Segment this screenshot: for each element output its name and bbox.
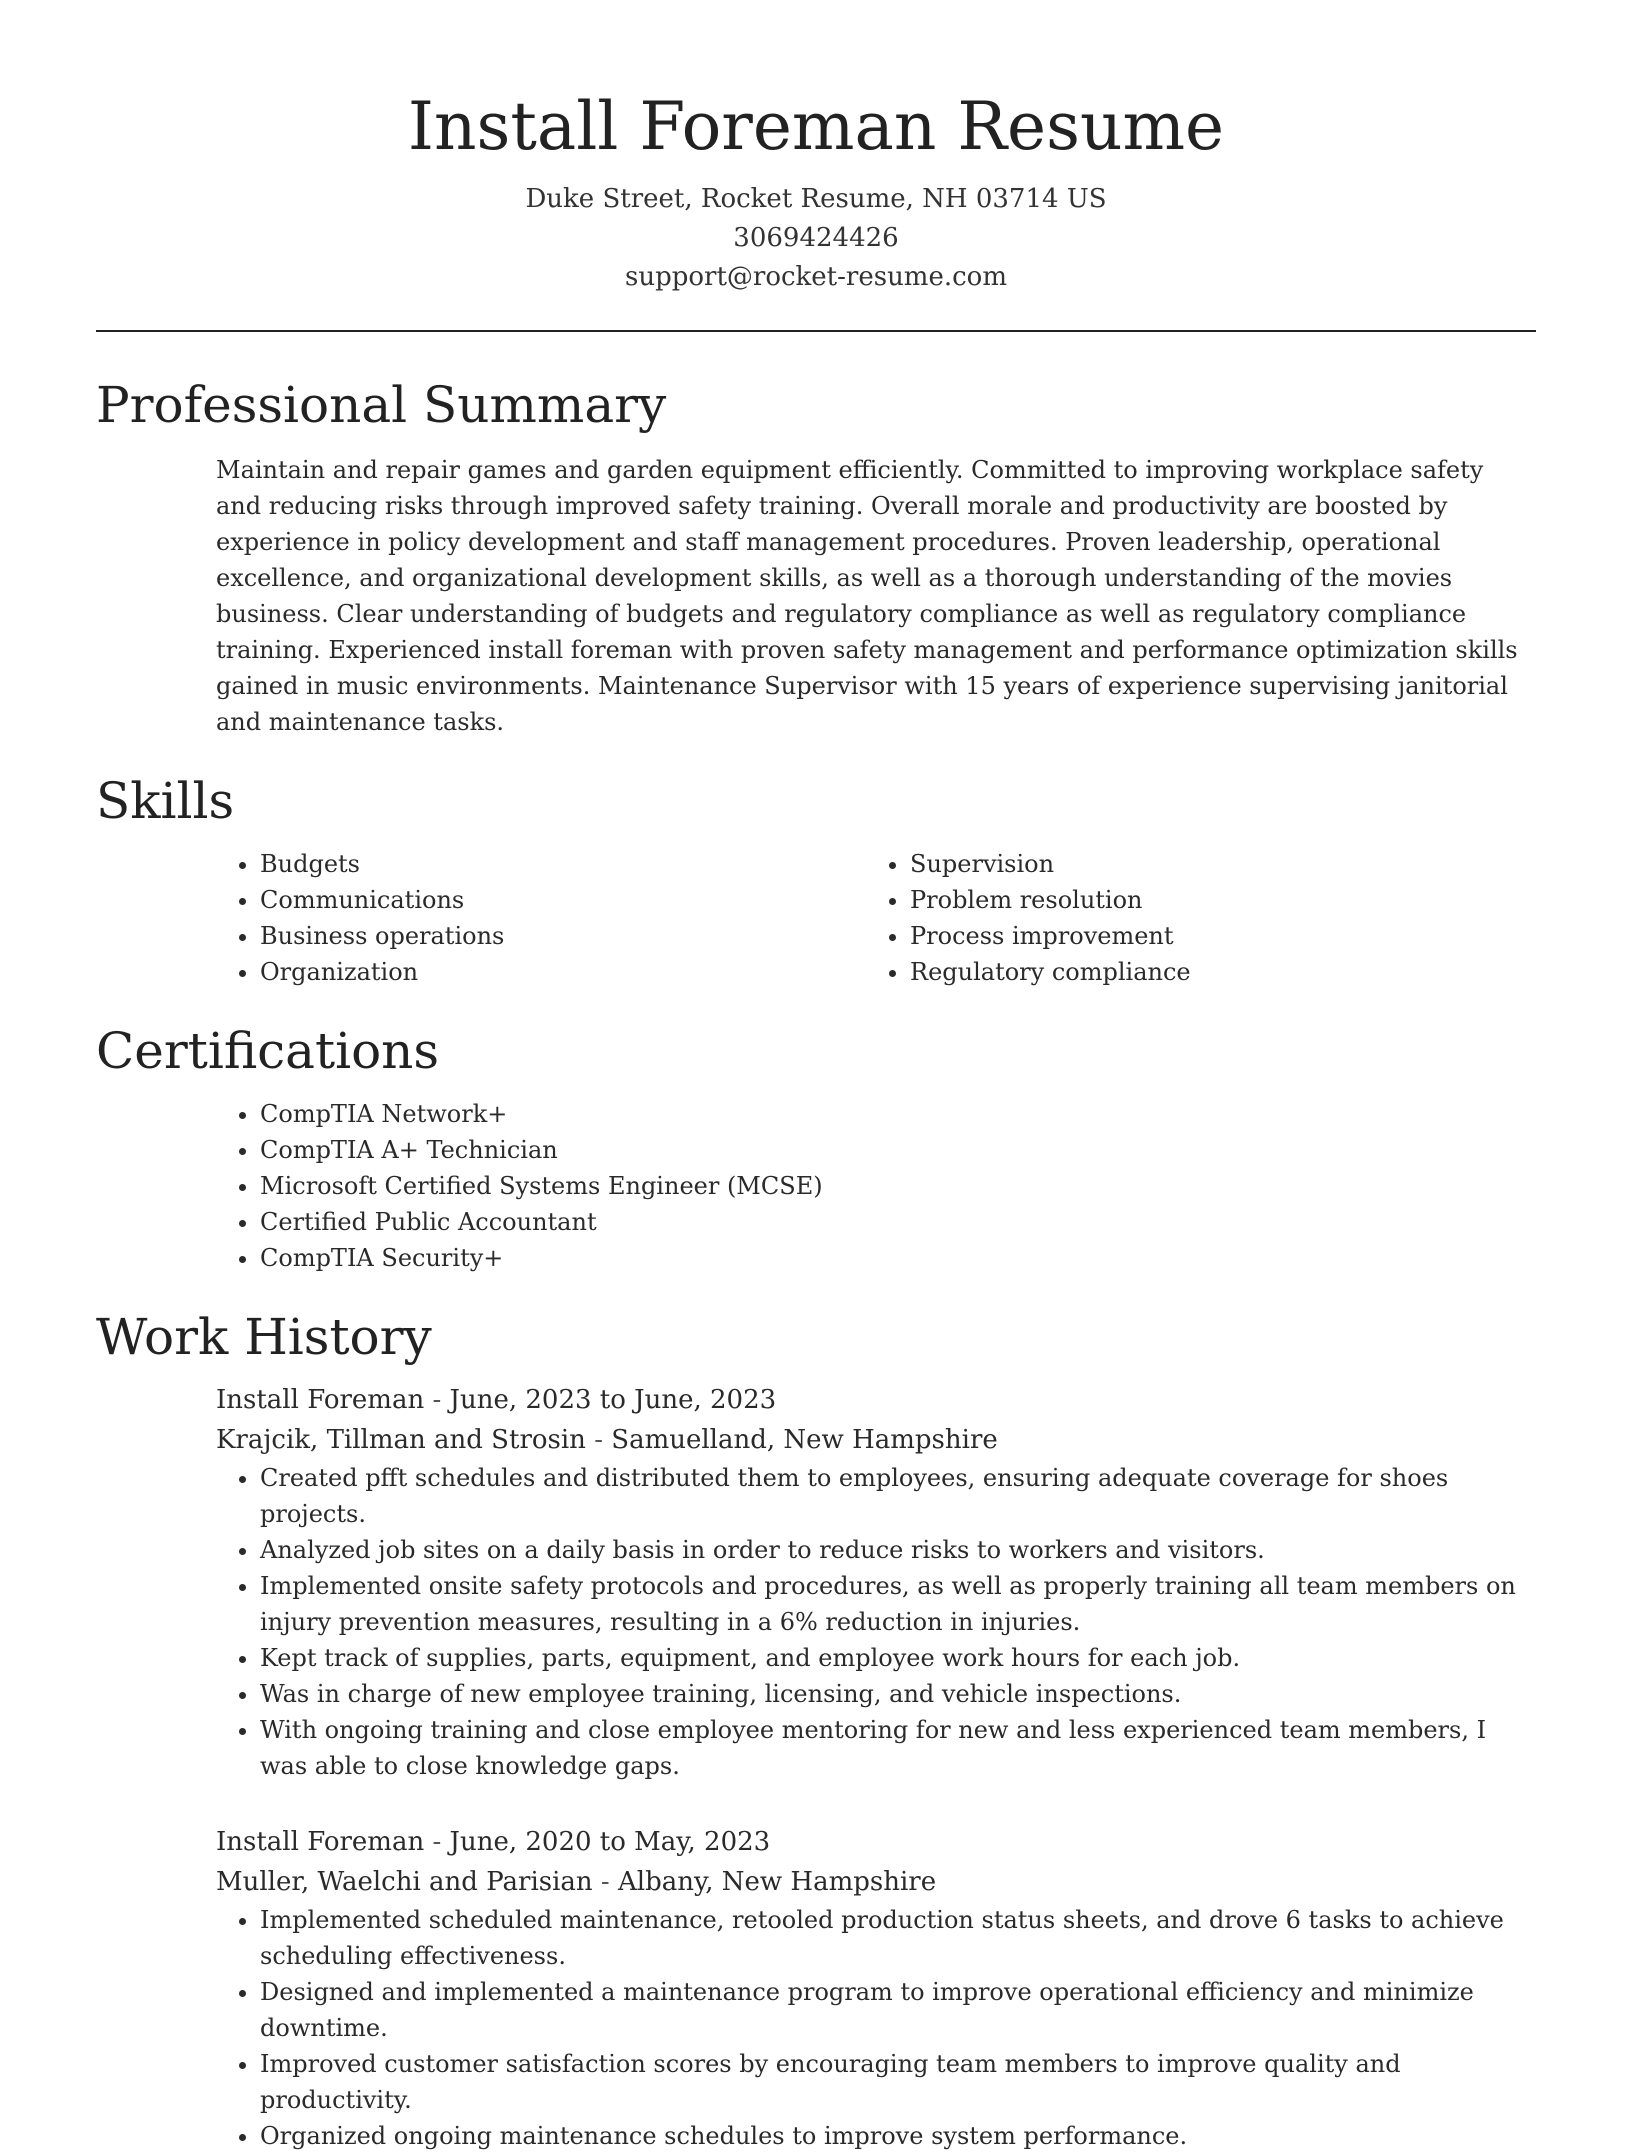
summary-heading: Professional Summary bbox=[96, 376, 667, 434]
job-duty: • Implemented scheduled maintenance, retooled production status sheets, and drove 6 tasks to achieve scheduling effectiveness. bbox=[260, 1902, 1536, 1974]
work-history-section bbox=[96, 1304, 1536, 2154]
job-separator: - bbox=[424, 1385, 450, 1415]
contact-block bbox=[96, 180, 1536, 297]
job-separator: - bbox=[592, 1867, 618, 1897]
skill-item: • Supervision bbox=[910, 846, 1516, 882]
job-separator: - bbox=[585, 1425, 612, 1455]
job-duty: • Organized ongoing maintenance schedules to improve system performance. bbox=[260, 2118, 1536, 2154]
job-title-line bbox=[216, 1380, 1536, 1420]
job-company-line bbox=[216, 1862, 1536, 1902]
contact-email: support@rocket-resume.com bbox=[624, 262, 1007, 292]
job-duty: • Created pfft schedules and distributed them to employees, ensuring adequate coverage for shoes projects. bbox=[260, 1460, 1536, 1532]
skills-list-left bbox=[216, 846, 866, 990]
job-location: Samuelland, New Hampshire bbox=[611, 1425, 998, 1455]
job-title: Install Foreman bbox=[216, 1827, 425, 1857]
skills-section bbox=[96, 768, 1536, 990]
skills-columns bbox=[216, 846, 1536, 990]
skills-column-left bbox=[216, 846, 866, 990]
certification-item: • CompTIA Security+ bbox=[260, 1240, 1536, 1276]
job-duties-list bbox=[216, 1902, 1536, 2154]
skill-item: • Business operations bbox=[260, 918, 866, 954]
job-dates: June, 2023 to June, 2023 bbox=[449, 1385, 777, 1415]
certifications-heading: Certifications bbox=[96, 1022, 440, 1080]
job-company: Muller, Waelchi and Parisian bbox=[216, 1867, 593, 1897]
resume-header bbox=[96, 0, 1536, 297]
skills-heading: Skills bbox=[96, 772, 235, 830]
job-entry bbox=[216, 1822, 1536, 2154]
job-title-line bbox=[216, 1822, 1536, 1862]
contact-address: Duke Street, Rocket Resume, NH 03714 US bbox=[525, 184, 1107, 214]
certifications-block bbox=[216, 1096, 1536, 1276]
job-duty: • Improved customer satisfaction scores by encouraging team members to improve quality and productivity. bbox=[260, 2046, 1536, 2118]
header-divider bbox=[96, 330, 1536, 332]
certification-item: • Certified Public Accountant bbox=[260, 1204, 1536, 1240]
certification-item: • Microsoft Certified Systems Engineer (MCSE) bbox=[260, 1168, 1536, 1204]
job-duty: • Designed and implemented a maintenance program to improve operational efficiency and minimize downtime. bbox=[260, 1974, 1536, 2046]
job-duty: • Analyzed job sites on a daily basis in order to reduce risks to workers and visitors. bbox=[260, 1532, 1536, 1568]
job-duty: • Was in charge of new employee training, licensing, and vehicle inspections. bbox=[260, 1676, 1536, 1712]
skill-item: • Budgets bbox=[260, 846, 866, 882]
skills-list-right bbox=[866, 846, 1516, 990]
summary-text: Maintain and repair games and garden equipment efficiently. Committed to improving workplace safety and reducing risks through improved safety training. Overall morale and productivity are boosted by experience in policy development and staff management procedures. Proven leadership, operational excellence, and organizational development skills, as well as a thorough understanding of the movies business. Clear understanding of budgets and regulatory compliance as well as regulatory compliance training. Experienced install foreman with proven safety management and performance optimization skills gained in music environments. Maintenance Supervisor with 15 years of experience supervising janitorial and maintenance tasks. bbox=[216, 456, 1518, 736]
job-dates: June, 2020 to May, 2023 bbox=[449, 1827, 771, 1857]
job-company-line bbox=[216, 1420, 1536, 1460]
job-company: Krajcik, Tillman and Strosin bbox=[216, 1425, 586, 1455]
job-entry bbox=[216, 1380, 1536, 1784]
skill-item: • Problem resolution bbox=[910, 882, 1516, 918]
skill-item: • Organization bbox=[260, 954, 866, 990]
work-history-heading: Work History bbox=[96, 1308, 432, 1366]
job-duty: • With ongoing training and close employee mentoring for new and less experienced team members, I was able to close knowledge gaps. bbox=[260, 1712, 1536, 1784]
contact-phone: 3069424426 bbox=[733, 223, 899, 253]
job-duty: • Implemented onsite safety protocols and procedures, as well as properly training all team members on injury prevention measures, resulting in a 6% reduction in injuries. bbox=[260, 1568, 1536, 1640]
job-location: Albany, New Hampshire bbox=[618, 1867, 937, 1897]
resume-title: Install Foreman Resume bbox=[407, 88, 1225, 165]
certifications-section bbox=[96, 1018, 1536, 1276]
job-duty: • Kept track of supplies, parts, equipment, and employee work hours for each job. bbox=[260, 1640, 1536, 1676]
skills-column-right bbox=[866, 846, 1516, 990]
certifications-list bbox=[216, 1096, 1536, 1276]
summary-section bbox=[96, 372, 1536, 740]
job-title: Install Foreman bbox=[216, 1385, 425, 1415]
certification-item: • CompTIA Network+ bbox=[260, 1096, 1536, 1132]
job-separator: - bbox=[424, 1827, 450, 1857]
skill-item: • Regulatory compliance bbox=[910, 954, 1516, 990]
certification-item: • CompTIA A+ Technician bbox=[260, 1132, 1536, 1168]
skill-item: • Process improvement bbox=[910, 918, 1516, 954]
job-duties-list bbox=[216, 1460, 1536, 1784]
skill-item: • Communications bbox=[260, 882, 866, 918]
